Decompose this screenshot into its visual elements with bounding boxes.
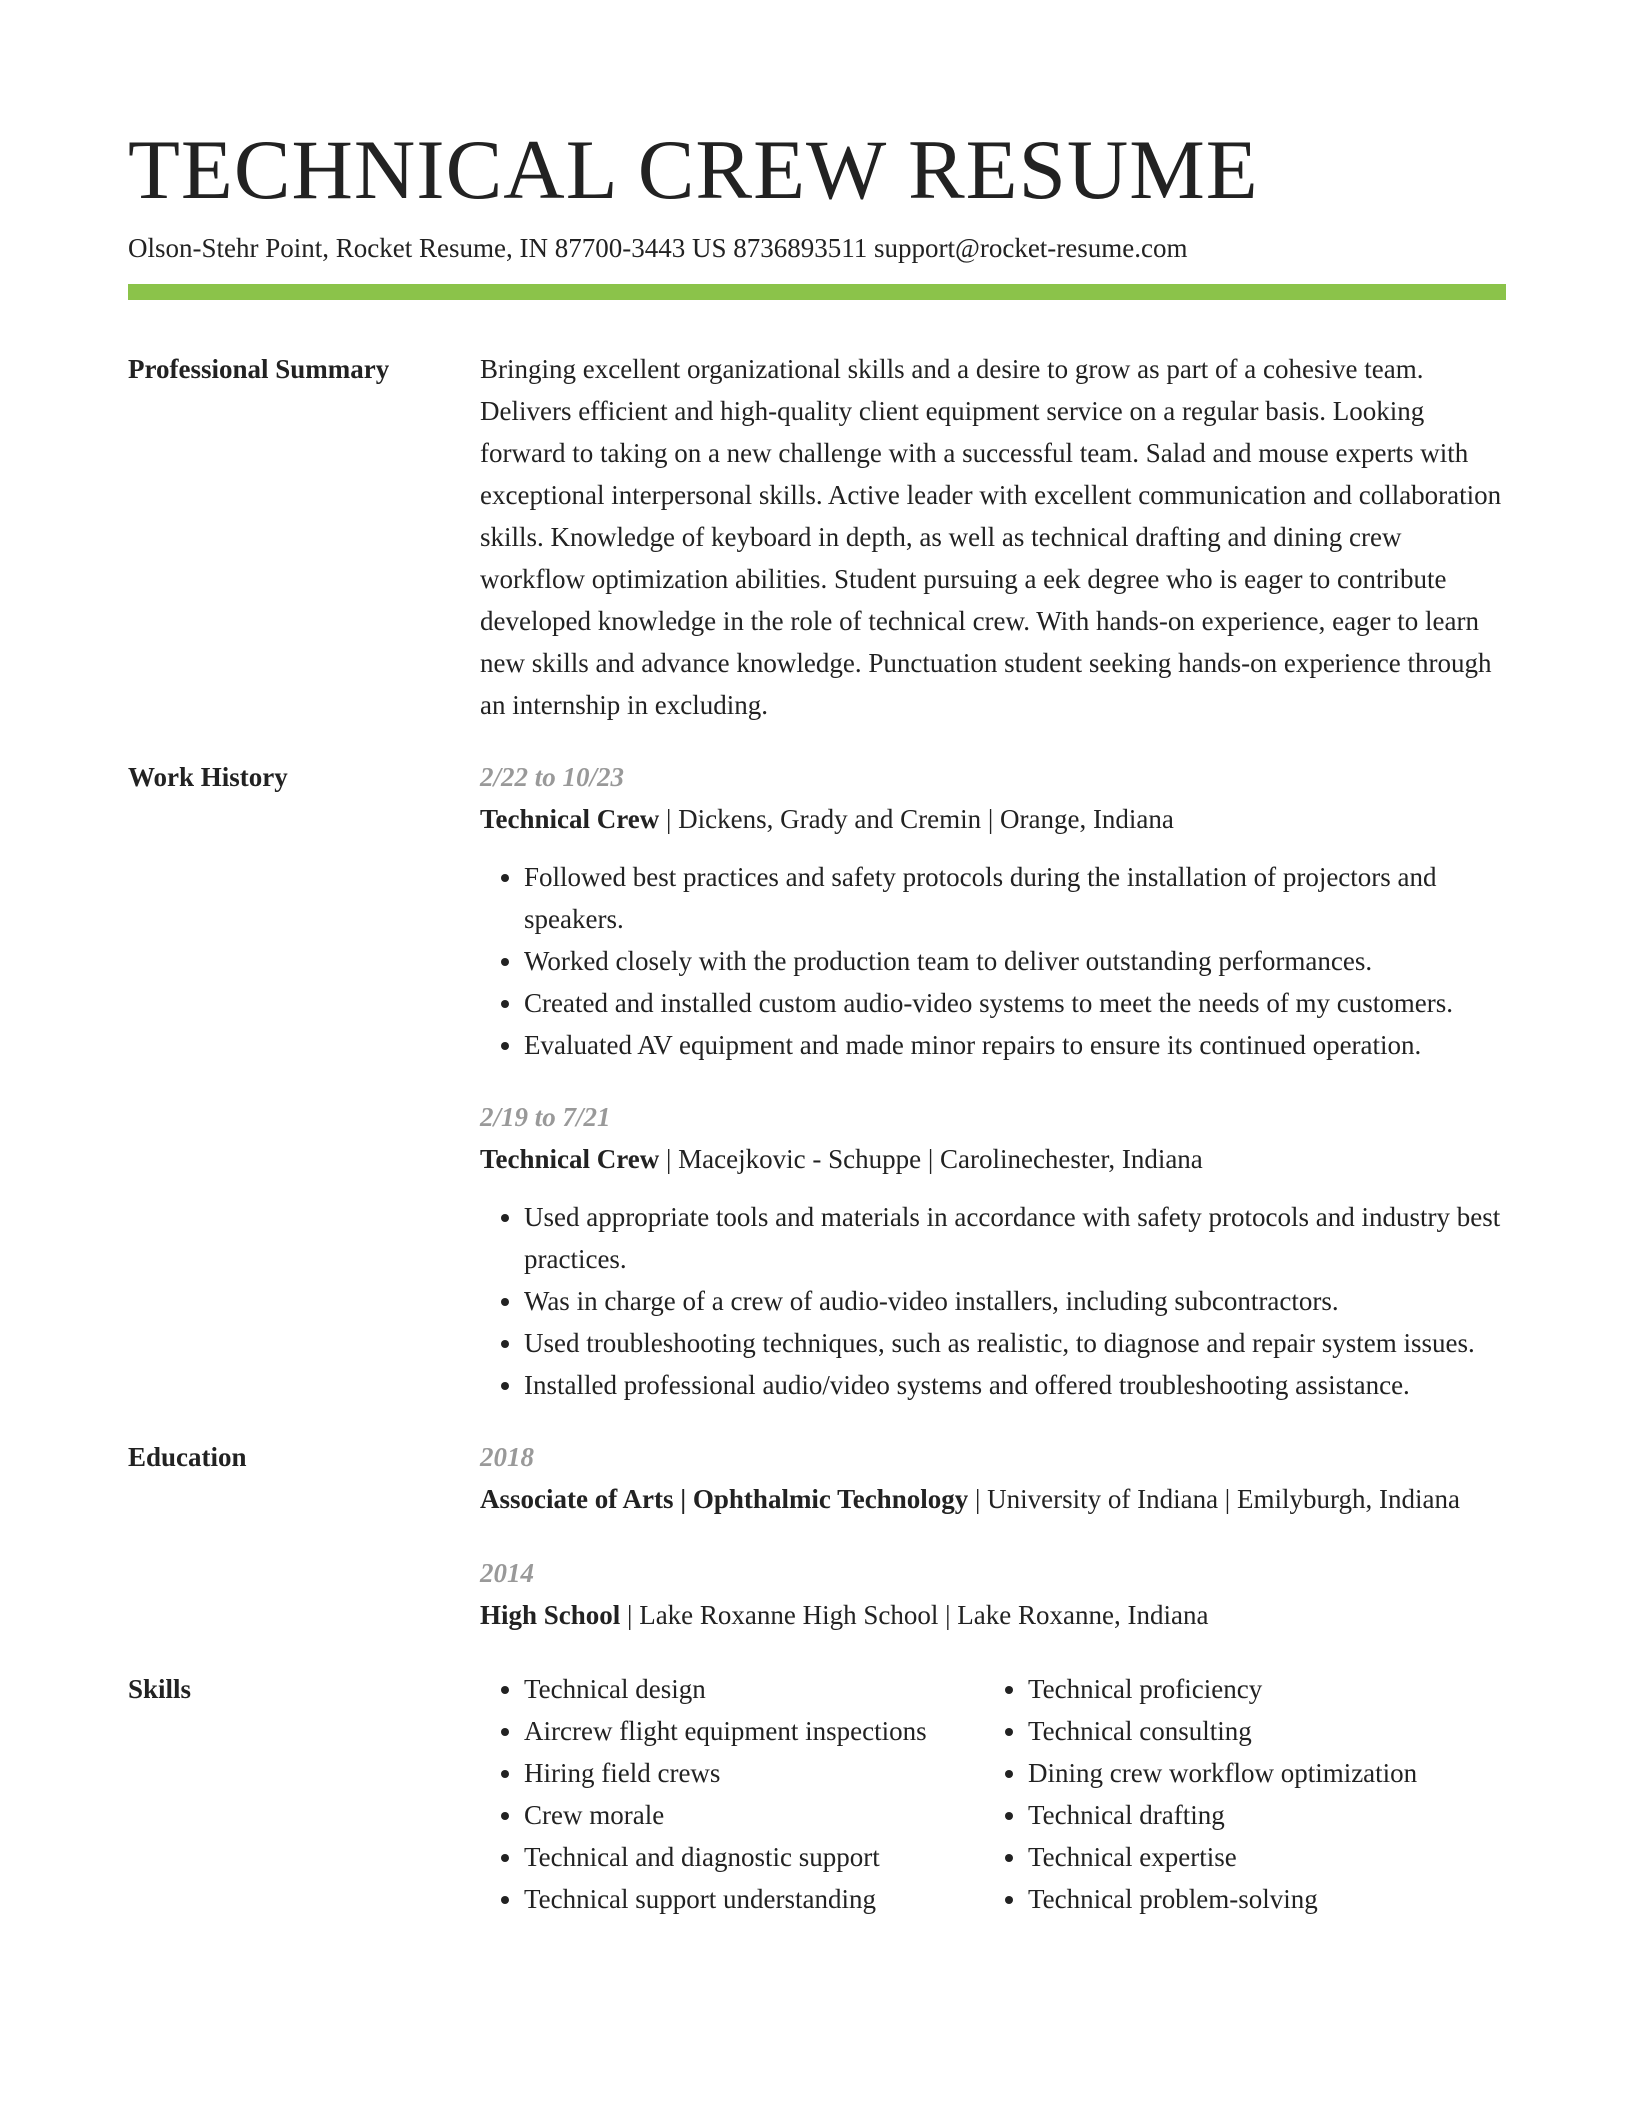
skill-item: • Technical and diagnostic support [524, 1836, 984, 1878]
accent-divider [128, 284, 1506, 300]
education-entry [480, 1436, 1506, 1520]
education-entry [480, 1552, 1506, 1636]
skill-item: • Technical consulting [1028, 1710, 1488, 1752]
skills-label: Skills [128, 1674, 192, 1704]
resume-title: TECHNICAL CREW RESUME [128, 123, 1259, 217]
job-duty: • Followed best practices and safety protocols during the installation of projectors and speakers. [524, 856, 1506, 940]
job-duties [480, 856, 1506, 1066]
skill-item: • Technical drafting [1028, 1794, 1488, 1836]
education-date: 2018 [480, 1442, 534, 1472]
skill-item: • Technical proficiency [1028, 1668, 1488, 1710]
skill-item: • Technical support understanding [524, 1878, 984, 1920]
skills-section [128, 1668, 1506, 1920]
job-entry [480, 756, 1506, 1066]
skills-list [480, 1668, 984, 1920]
resume-page [128, 0, 1506, 1920]
summary-label: Professional Summary [128, 354, 390, 384]
skill-item: • Technical problem-solving [1028, 1878, 1488, 1920]
skill-item: • Hiring field crews [524, 1752, 984, 1794]
education-degree: Associate of Arts | Ophthalmic Technology [480, 1484, 969, 1514]
job-entry [480, 1096, 1506, 1406]
job-date: 2/19 to 7/21 [480, 1102, 611, 1132]
job-date: 2/22 to 10/23 [480, 762, 625, 792]
skill-item: • Aircrew flight equipment inspections [524, 1710, 984, 1752]
skill-item: • Technical expertise [1028, 1836, 1488, 1878]
education-section [128, 1436, 1506, 1636]
work-history-section [128, 756, 1506, 1406]
education-degree: High School [480, 1600, 621, 1630]
skills-columns [480, 1668, 1506, 1920]
skills-column-right [984, 1668, 1488, 1920]
job-title: Technical Crew [480, 804, 660, 834]
contact-phone: 8736893511 [733, 233, 868, 263]
education-date: 2014 [480, 1558, 534, 1588]
contact-email: support@rocket-resume.com [873, 233, 1188, 263]
contact-line [128, 232, 1506, 264]
job-headline [480, 798, 1506, 840]
skill-item: • Crew morale [524, 1794, 984, 1836]
job-title: Technical Crew [480, 1144, 660, 1174]
job-duty: • Used appropriate tools and materials in accordance with safety protocols and industry best practices. [524, 1196, 1506, 1280]
job-details: | Dickens, Grady and Cremin | Orange, Indiana [659, 804, 1174, 834]
summary-section [128, 348, 1506, 726]
education-label: Education [128, 1442, 247, 1472]
education-details: | University of Indiana | Emilyburgh, Indiana [968, 1484, 1460, 1514]
education-details: | Lake Roxanne High School | Lake Roxanne, Indiana [620, 1600, 1209, 1630]
skill-item: • Dining crew workflow optimization [1028, 1752, 1488, 1794]
skills-column-left [480, 1668, 984, 1920]
summary-text: Bringing excellent organizational skills and a desire to grow as part of a cohesive team. Delivers efficient and high-quality client equipment service on a regular basis. Looking forward to taking on a new challenge with a successful team. Salad and mouse experts with exceptional interpersonal skills. Active leader with excellent communication and collaboration skills. Knowledge of keyboard in depth, as well as technical drafting and dining crew workflow optimization abilities. Student pursuing a eek degree who is eager to contribute developed knowledge in the role of technical crew. With hands-on experience, eager to learn new skills and advance knowledge. Punctuation student seeking hands-on experience through an internship in excluding. [480, 354, 1502, 720]
education-headline [480, 1478, 1506, 1520]
job-duty: • Evaluated AV equipment and made minor repairs to ensure its continued operation. [524, 1024, 1506, 1066]
contact-address: Olson-Stehr Point, Rocket Resume, IN 87700-3443 US [128, 233, 727, 263]
job-duty: • Installed professional audio/video systems and offered troubleshooting assistance. [524, 1364, 1506, 1406]
job-duties [480, 1196, 1506, 1406]
skills-list [984, 1668, 1488, 1920]
job-details: | Macejkovic - Schuppe | Carolinechester, Indiana [659, 1144, 1203, 1174]
skill-item: • Technical design [524, 1668, 984, 1710]
work-history-label: Work History [128, 762, 288, 792]
job-duty: • Created and installed custom audio-video systems to meet the needs of my customers. [524, 982, 1506, 1024]
job-duty: • Worked closely with the production team to deliver outstanding performances. [524, 940, 1506, 982]
job-duty: • Used troubleshooting techniques, such as realistic, to diagnose and repair system issues. [524, 1322, 1506, 1364]
job-duty: • Was in charge of a crew of audio-video installers, including subcontractors. [524, 1280, 1506, 1322]
education-headline [480, 1594, 1506, 1636]
job-headline [480, 1138, 1506, 1180]
